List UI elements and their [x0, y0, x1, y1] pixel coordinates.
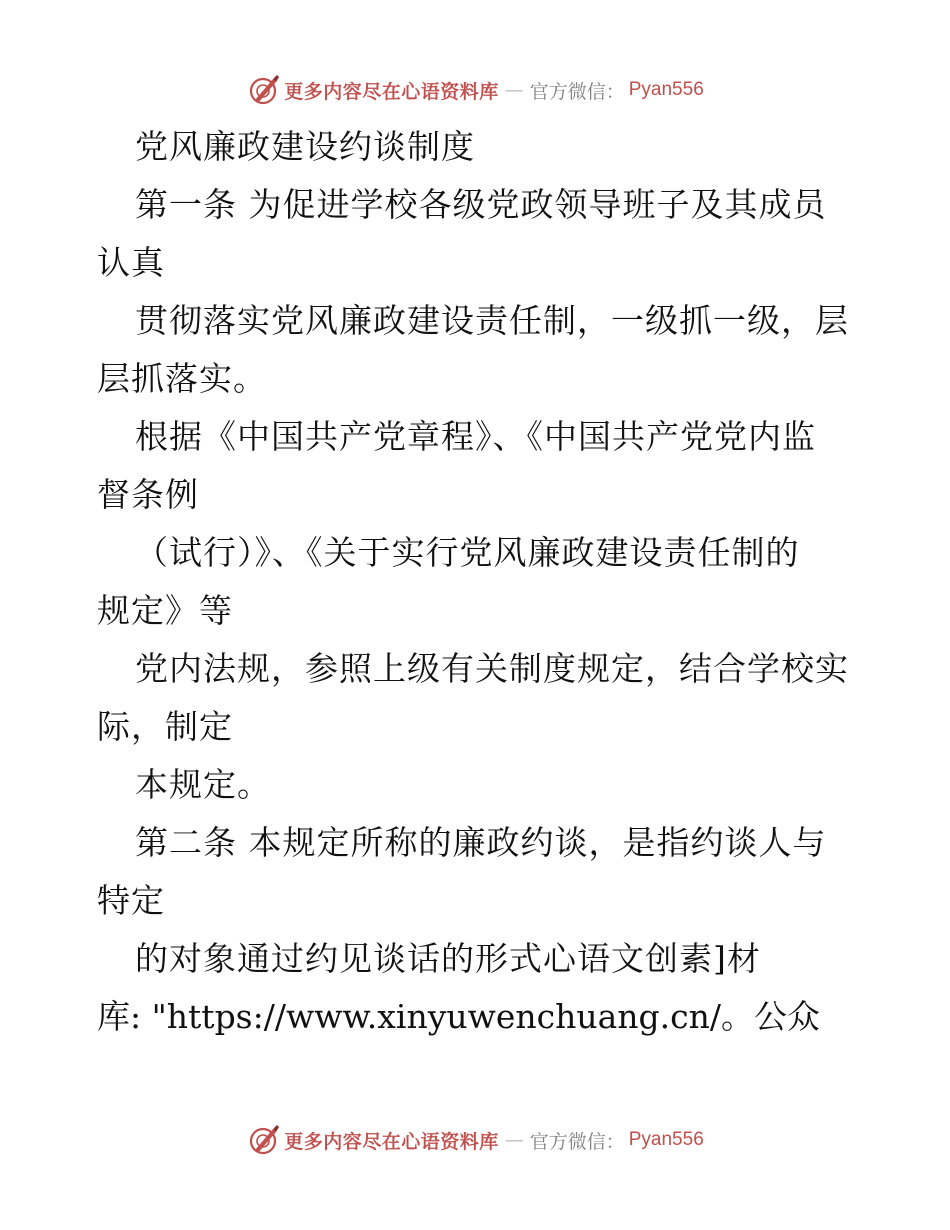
doc-line: 第一条 为促进学校各级党政领导班子及其成员	[135, 185, 827, 224]
watermark-separator: —	[504, 79, 524, 101]
watermark-separator: —	[504, 1129, 524, 1151]
document-body	[97, 118, 857, 1046]
doc-line: 际，制定	[97, 707, 233, 746]
doc-line: 本规定。	[135, 765, 271, 804]
doc-line: 库: "https://www.xinyuwenchuang.cn/。公众	[97, 997, 821, 1036]
watermark-wechat-id: Pyan556	[628, 1129, 704, 1150]
doc-line: 规定》等	[97, 591, 233, 630]
doc-line: 党内法规，参照上级有关制度规定，结合学校实	[135, 649, 849, 688]
pen-logo-icon	[246, 73, 280, 107]
page-header-watermark	[0, 70, 950, 110]
doc-line: 的对象通过约见谈话的形式心语文创素]材	[135, 939, 761, 978]
doc-line: 层抓落实。	[97, 359, 267, 398]
doc-line: 认真	[97, 243, 165, 282]
doc-line: 特定	[97, 881, 165, 920]
watermark-text: 更多内容尽在心语资料库	[284, 80, 499, 103]
watermark-brand	[246, 73, 704, 107]
page-footer-watermark	[0, 1120, 950, 1160]
doc-line: 贯彻落实党风廉政建设责任制，一级抓一级，层	[135, 301, 849, 340]
doc-line: 第二条 本规定所称的廉政约谈，是指约谈人与	[135, 823, 827, 862]
doc-title: 党风廉政建设约谈制度	[135, 127, 475, 166]
doc-line: 督条例	[97, 475, 199, 514]
doc-line: （试行）》、《关于实行党风廉政建设责任制的	[135, 533, 800, 572]
doc-line: 根据《中国共产党章程》、《中国共产党党内监	[135, 417, 816, 456]
watermark-brand	[246, 1123, 704, 1157]
watermark-text: 更多内容尽在心语资料库	[284, 1130, 499, 1153]
watermark-wechat-id: Pyan556	[628, 79, 704, 100]
watermark-wechat-label: 官方微信：	[529, 80, 625, 103]
watermark-wechat-label: 官方微信：	[529, 1130, 625, 1153]
pen-logo-icon	[246, 1123, 280, 1157]
